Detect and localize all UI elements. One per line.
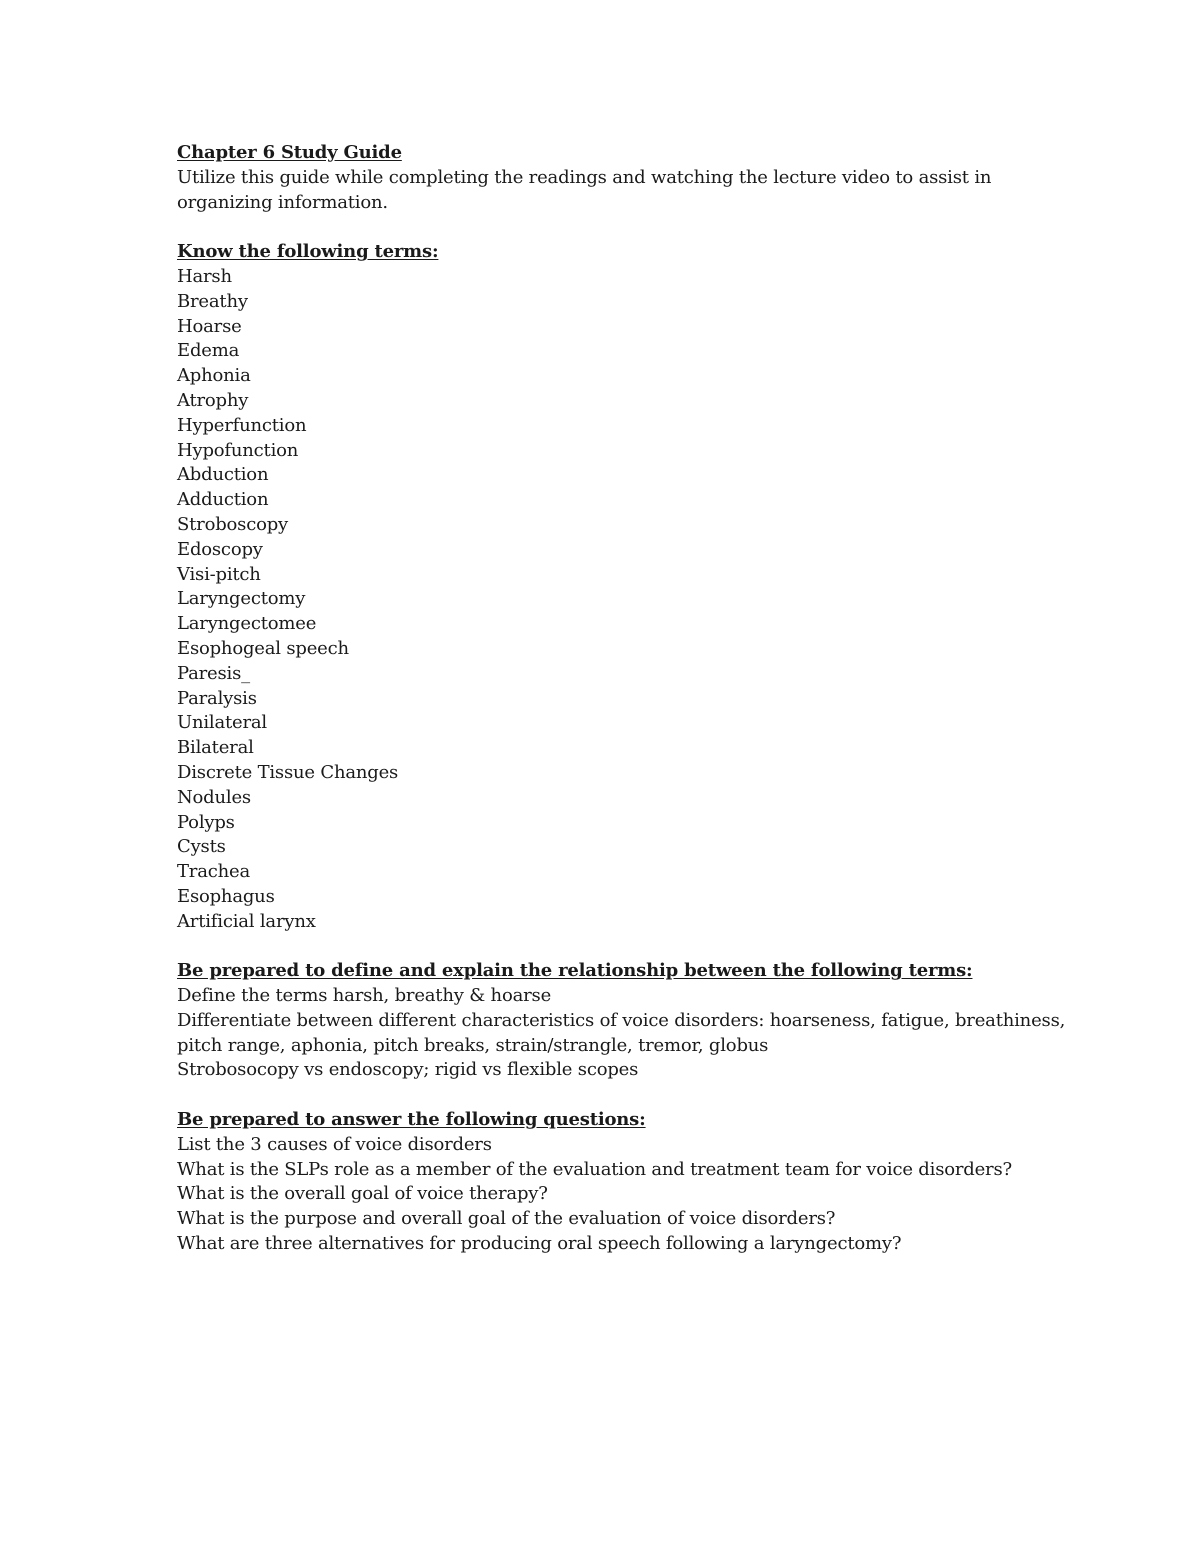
term-item: Cysts bbox=[177, 836, 226, 858]
term-item: Hyperfunction bbox=[177, 414, 307, 436]
term-item: Esophagus bbox=[177, 885, 275, 907]
term-item: Visi-pitch bbox=[177, 563, 261, 585]
term-item: Laryngectomee bbox=[177, 613, 317, 635]
term-item: Edema bbox=[177, 340, 240, 362]
terms-heading: Know the following terms: bbox=[177, 241, 439, 263]
relationship-item: Strobosocopy vs endoscopy; rigid vs flexible scopes bbox=[177, 1059, 639, 1081]
intro-paragraph: Utilize this guide while completing the readings and watching the lecture video to assist in organizing information. bbox=[177, 166, 992, 213]
question-item: What are three alternatives for producing oral speech following a laryngectomy? bbox=[177, 1233, 902, 1255]
question-item: What is the overall goal of voice therapy? bbox=[177, 1183, 548, 1205]
spacer bbox=[177, 1083, 1077, 1108]
term-item: Aphonia bbox=[177, 365, 251, 387]
term-item: Paralysis bbox=[177, 687, 257, 709]
document-title: Chapter 6 Study Guide bbox=[177, 142, 402, 163]
spacer bbox=[177, 215, 1077, 240]
term-item: Unilateral bbox=[177, 712, 267, 734]
term-item: Breathy bbox=[177, 290, 248, 312]
relationship-heading: Be prepared to define and explain the relationship between the following terms: bbox=[177, 960, 973, 982]
term-item: Nodules bbox=[177, 786, 251, 808]
question-item: What is the SLPs role as a member of the evaluation and treatment team for voice disorders? bbox=[177, 1158, 1012, 1180]
term-item: Adduction bbox=[177, 489, 269, 511]
term-item: Paresis_ bbox=[177, 662, 250, 684]
spacer bbox=[177, 935, 1077, 960]
relationship-list bbox=[177, 984, 1077, 1083]
relationship-item: Define the terms harsh, breathy & hoarse bbox=[177, 985, 552, 1007]
term-item: Laryngectomy bbox=[177, 588, 306, 610]
term-item: Bilateral bbox=[177, 737, 254, 759]
term-item: Polyps bbox=[177, 811, 235, 833]
relationship-item: Differentiate between different characteristics of voice disorders: hoarseness, fatigue, breathiness, pitch range, aphonia, pitch breaks, strain/strangle, tremor, globus bbox=[177, 1009, 1066, 1056]
terms-list bbox=[177, 265, 1077, 935]
questions-heading: Be prepared to answer the following questions: bbox=[177, 1109, 646, 1131]
term-item: Esophogeal speech bbox=[177, 637, 349, 659]
term-item: Hoarse bbox=[177, 315, 242, 337]
term-item: Hypofunction bbox=[177, 439, 299, 461]
term-item: Stroboscopy bbox=[177, 513, 289, 535]
question-item: List the 3 causes of voice disorders bbox=[177, 1133, 492, 1155]
term-item: Artificial larynx bbox=[177, 910, 316, 932]
term-item: Edoscopy bbox=[177, 538, 263, 560]
term-item: Harsh bbox=[177, 265, 232, 287]
term-item: Trachea bbox=[177, 861, 250, 883]
question-item: What is the purpose and overall goal of the evaluation of voice disorders? bbox=[177, 1208, 836, 1230]
term-item: Discrete Tissue Changes bbox=[177, 761, 399, 783]
term-item: Abduction bbox=[177, 464, 269, 486]
term-item: Atrophy bbox=[177, 389, 249, 411]
questions-list bbox=[177, 1133, 1077, 1257]
document-page bbox=[177, 141, 1077, 1257]
